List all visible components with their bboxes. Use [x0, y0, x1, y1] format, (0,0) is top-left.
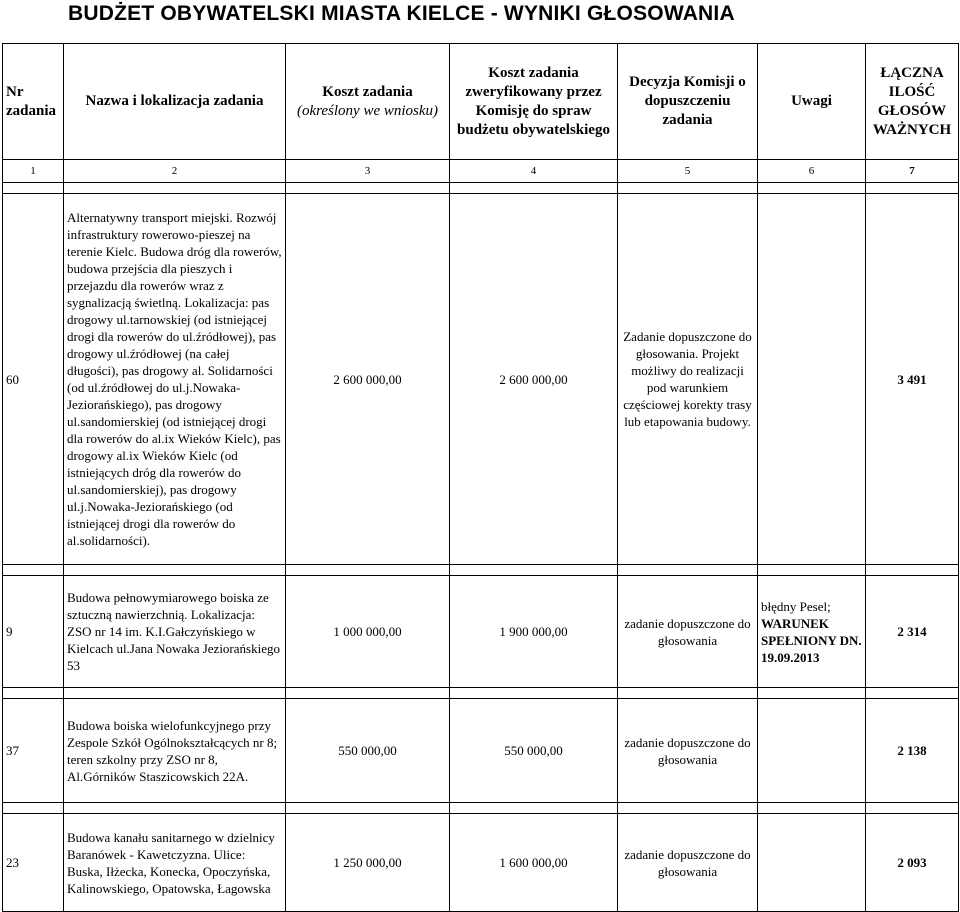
task-name: Budowa pełnowymiarowego boiska ze sztuczną nawierzchnią. Lokalizacja: ZSO nr 14 im. K.I.Gałczyńskiego w Kielcach ul.Jana Nowaka Jeziorańskiego 53 [64, 576, 286, 688]
header-cost [286, 44, 450, 160]
remark-line: błędny Pesel; [761, 598, 831, 614]
column-number-row [3, 160, 959, 183]
remark-condition: WARUNEK SPEŁNIONY DN. 19.09.2013 [761, 615, 862, 665]
task-decision: zadanie dopuszczone do głosowania [618, 699, 758, 803]
task-number: 9 [3, 576, 64, 688]
task-number: 60 [3, 194, 64, 565]
task-verified-cost: 550 000,00 [450, 699, 618, 803]
task-name: Budowa boiska wielofunkcyjnego przy Zespole Szkół Ogólnokształcących nr 8; teren szkolny przy ZSO nr 8, Al.Górników Staszicowskich 22A. [64, 699, 286, 803]
header-nr: Nr zadania [3, 44, 64, 160]
column-number: 3 [286, 160, 450, 183]
task-remarks [758, 699, 866, 803]
task-verified-cost: 2 600 000,00 [450, 194, 618, 565]
table-row [3, 576, 959, 688]
column-number: 1 [3, 160, 64, 183]
table-row [3, 194, 959, 565]
task-votes: 2 314 [866, 576, 959, 688]
task-cost: 2 600 000,00 [286, 194, 450, 565]
task-cost: 1 000 000,00 [286, 576, 450, 688]
table-row [3, 814, 959, 912]
header-cost-title: Koszt zadania [322, 83, 413, 100]
task-remarks [758, 576, 866, 688]
header-verified-cost: Koszt zadania zweryfikowany przez Komisję do spraw budżetu obywatelskiego [450, 44, 618, 160]
task-cost: 550 000,00 [286, 699, 450, 803]
task-remarks [758, 194, 866, 565]
spacer-row [3, 565, 959, 576]
spacer-row [3, 183, 959, 194]
table-row [3, 699, 959, 803]
task-cost: 1 250 000,00 [286, 814, 450, 912]
column-number: 6 [758, 160, 866, 183]
task-votes: 2 138 [866, 699, 959, 803]
column-number: 7 [866, 160, 959, 183]
task-decision: zadanie dopuszczone do głosowania [618, 576, 758, 688]
task-decision: zadanie dopuszczone do głosowania [618, 814, 758, 912]
task-name: Alternatywny transport miejski. Rozwój infrastruktury rowerowo-pieszej na terenie Kielc. Budowa dróg dla rowerów, budowa przejścia dla pieszych i przejazdu dla rowerów wraz z sygnalizacją świetlną. Lokalizacja: pas drogowy ul.tarnowskiej (od istniejącej drogi dla rowerów do ul.źródłowej), pas drogowy ul.źródłowej (na całej długości), pas drogowy al. Solidarności (od ul.źródłowej do ul.j.Nowaka-Jeziorańskiego), pas drogowy ul.sandomierskiej (od istniejącej drogi dla rowerów do al.ix Wieków Kielc), pas drogowy al.ix Wieków Kielc (od istniejących dróg dla rowerów do ul.sandomierskiej), pas drogowy ul.j.Nowaka-Jeziorańskiego (od istniejącej drogi dla rowerów do al.solidarności). [64, 194, 286, 565]
task-decision: Zadanie dopuszczone do głosowania. Projekt możliwy do realizacji pod warunkiem częściowej korekty trasy lub etapowania budowy. [618, 194, 758, 565]
header-cost-subtitle: (określony we wniosku) [296, 102, 439, 119]
task-name: Budowa kanału sanitarnego w dzielnicy Baranówek - Kawetczyzna. Ulice: Buska, Iłżecka, Konecka, Opoczyńska, Kalinowskiego, Opatowska, Łagowska [64, 814, 286, 912]
column-number: 5 [618, 160, 758, 183]
task-number: 37 [3, 699, 64, 803]
header-remarks: Uwagi [758, 44, 866, 160]
task-votes: 2 093 [866, 814, 959, 912]
task-verified-cost: 1 600 000,00 [450, 814, 618, 912]
task-verified-cost: 1 900 000,00 [450, 576, 618, 688]
header-total-votes: ŁĄCZNA ILOŚĆ GŁOSÓW WAŻNYCH [866, 44, 959, 160]
column-number: 2 [64, 160, 286, 183]
task-number: 23 [3, 814, 64, 912]
header-decision: Decyzja Komisji o dopuszczeniu zadania [618, 44, 758, 160]
page-title: BUDŻET OBYWATELSKI MIASTA KIELCE - WYNIKI GŁOSOWANIA [68, 2, 735, 25]
spacer-row [3, 688, 959, 699]
header-row [3, 44, 959, 160]
results-table [2, 43, 959, 912]
task-remarks [758, 814, 866, 912]
column-number: 4 [450, 160, 618, 183]
spacer-row [3, 803, 959, 814]
header-name: Nazwa i lokalizacja zadania [64, 44, 286, 160]
task-votes: 3 491 [866, 194, 959, 565]
